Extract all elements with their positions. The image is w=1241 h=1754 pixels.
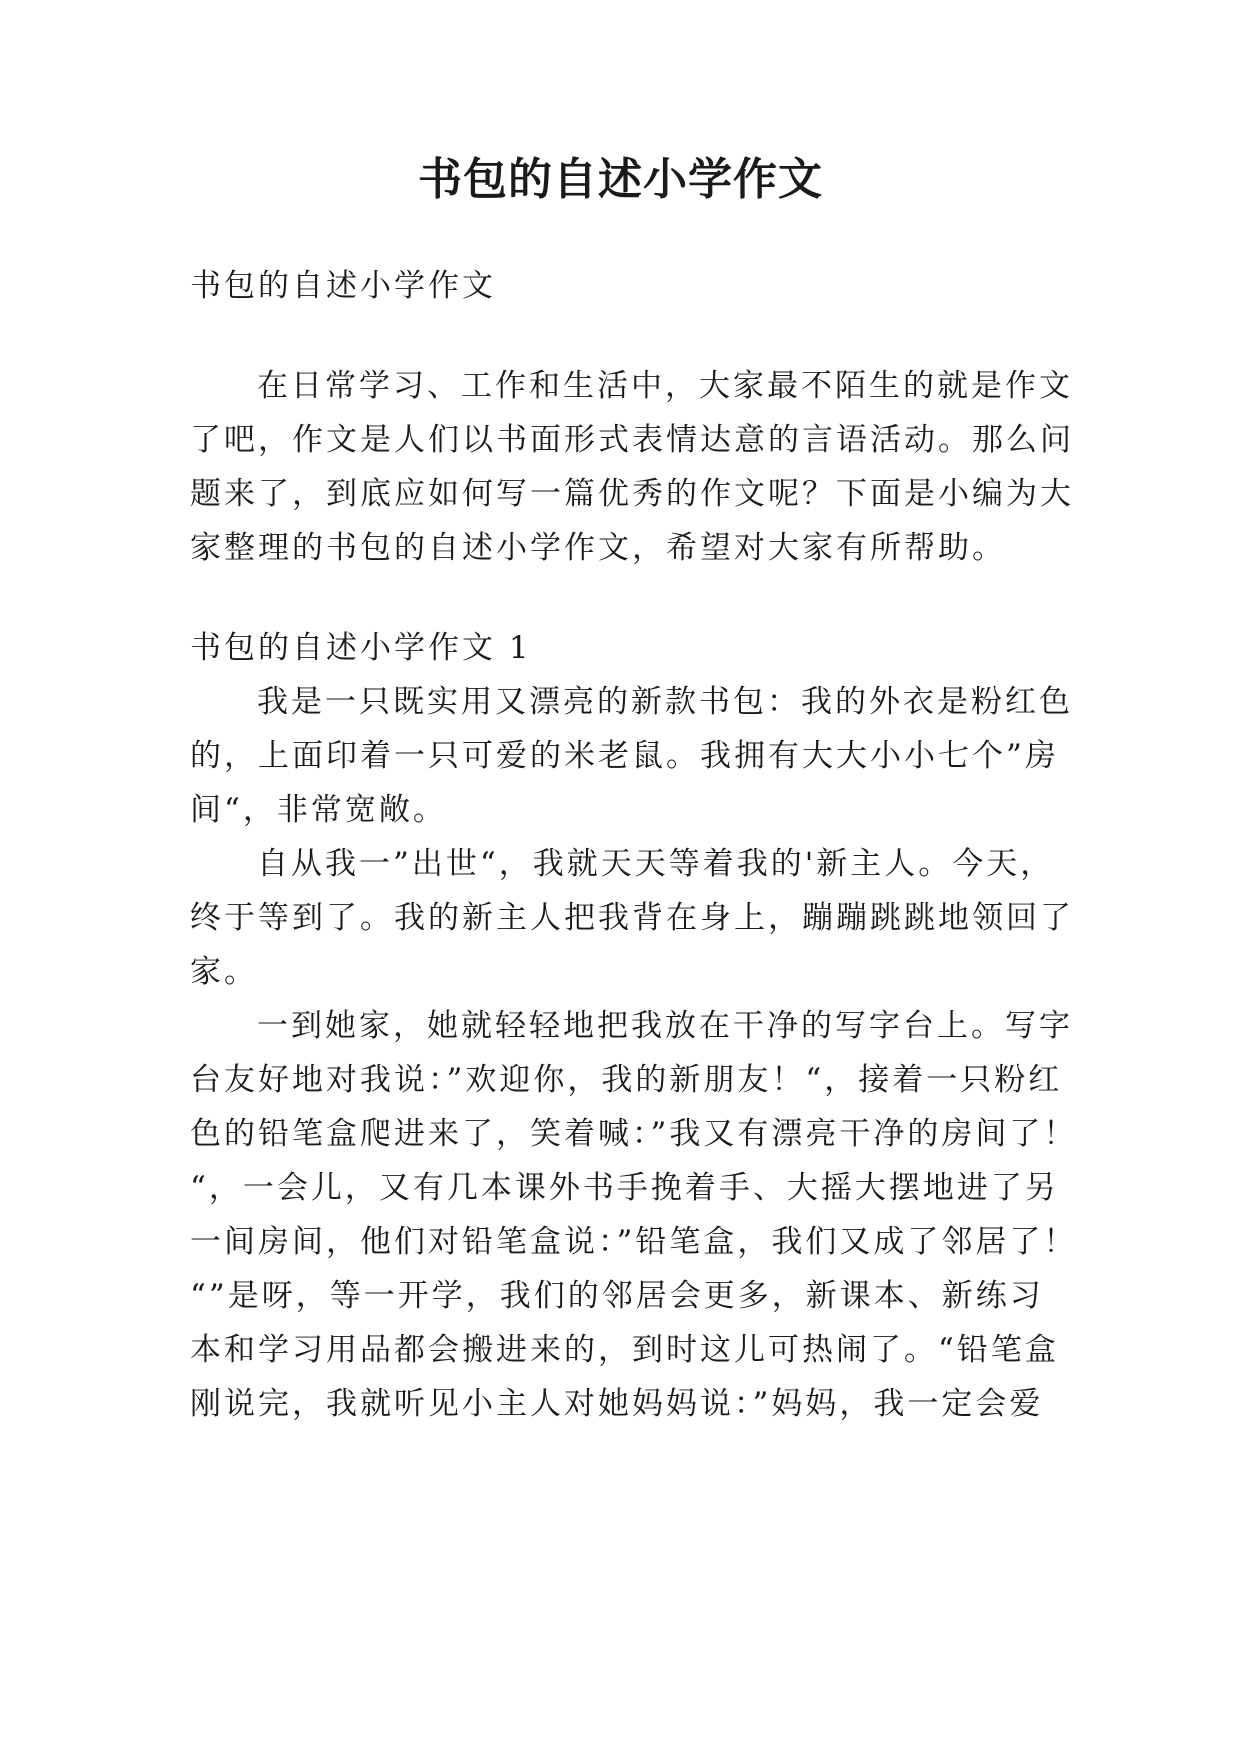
body-line-12: “”是呀，等一开学，我们的邻居会更多，新课本、新练习 <box>190 1278 1044 1314</box>
intro-line-4: 家整理的书包的自述小学作文，希望对大家有所帮助。 <box>190 530 1006 566</box>
body-line-10: “，一会儿，又有几本课外书手挽着手、大摇大摆地进了另 <box>190 1170 1059 1206</box>
subtitle: 书包的自述小学作文 <box>190 268 496 304</box>
page-title: 书包的自述小学作文 <box>418 154 823 205</box>
intro-line-3: 题来了，到底应如何写一篇优秀的作文呢？下面是小编为大 <box>190 476 1074 512</box>
body-line-1: 我是一只既实用又漂亮的新款书包：我的外衣是粉红色 <box>257 684 1073 720</box>
body-line-3: 间“，非常宽敞。 <box>190 792 447 828</box>
body-line-9: 色的铅笔盒爬进来了，笑着喊：”我又有漂亮干净的房间了！ <box>190 1116 1078 1152</box>
body-line-7: 一到她家，她就轻轻地把我放在干净的写字台上。写字 <box>257 1008 1073 1044</box>
section-heading: 书包的自述小学作文 1 <box>190 630 532 666</box>
intro-line-1: 在日常学习、工作和生活中，大家最不陌生的就是作文 <box>257 368 1073 404</box>
body-line-5: 终于等到了。我的新主人把我背在身上，蹦蹦跳跳地领回了 <box>190 900 1074 936</box>
intro-line-2: 了吧，作文是人们以书面形式表情达意的言语活动。那么问 <box>190 422 1074 458</box>
body-line-13: 本和学习用品都会搬进来的，到时这儿可热闹了。“铅笔盒 <box>190 1332 1059 1368</box>
body-line-2: 的，上面印着一只可爱的米老鼠。我拥有大大小小七个”房 <box>190 738 1059 774</box>
body-line-6: 家。 <box>190 954 258 990</box>
body-line-8: 台友好地对我说：”欢迎你，我的新朋友！“，接着一只粉红 <box>190 1062 1063 1098</box>
body-line-11: 一间房间，他们对铅笔盒说：”铅笔盒，我们又成了邻居了！ <box>190 1224 1078 1260</box>
body-line-4: 自从我一”出世“，我就天天等着我的'新主人。今天， <box>257 846 1055 882</box>
body-line-14: 刚说完，我就听见小主人对她妈妈说：”妈妈，我一定会爱 <box>190 1386 1044 1422</box>
